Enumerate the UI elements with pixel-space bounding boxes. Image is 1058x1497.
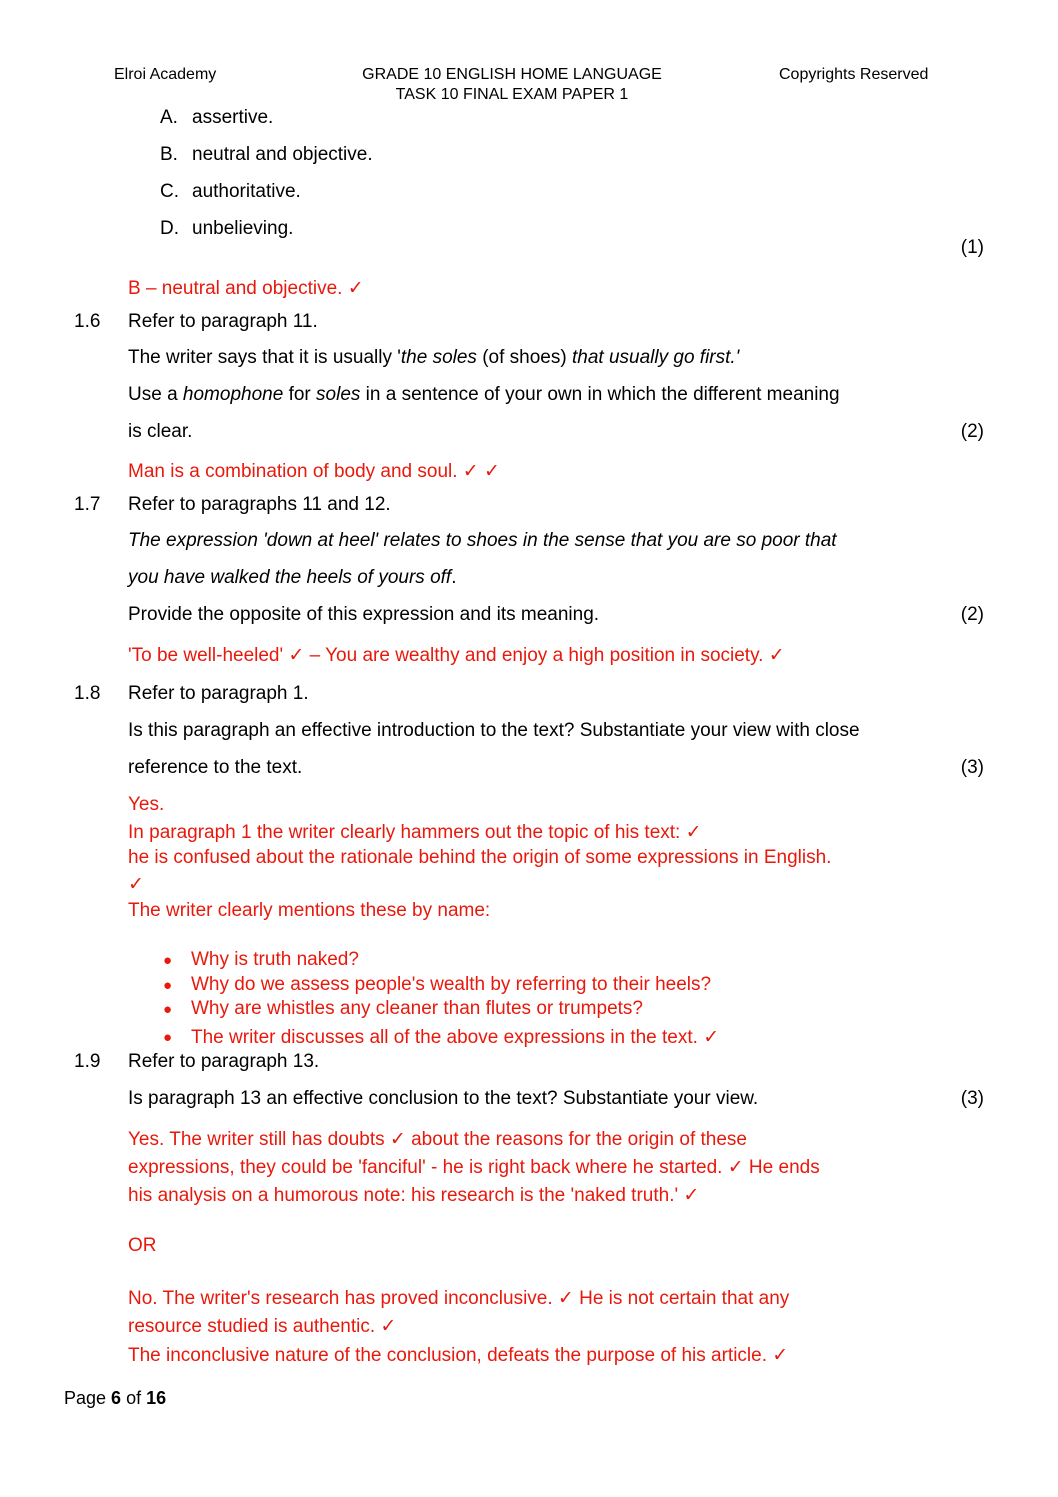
q18-reference: Refer to paragraph 1. <box>128 683 309 704</box>
q15-marks: (1) <box>960 237 984 258</box>
q18-answer-line2: In paragraph 1 the writer clearly hammers out the topic of his text: ✓ <box>128 822 702 843</box>
q19-number: 1.9 <box>74 1051 101 1072</box>
bullet-icon: ● <box>163 1001 173 1018</box>
q17-statement: The expression 'down at heel' relates to shoes in the sense that you are so poor that <box>128 530 837 551</box>
q16-answer: Man is a combination of body and soul. ✓ ✓ <box>128 461 500 482</box>
q17-marks: (2) <box>960 604 984 625</box>
option-letter-c: C. <box>160 181 179 202</box>
bullet-icon: ● <box>163 1029 173 1046</box>
list-item: Why is truth naked? <box>191 949 359 970</box>
q18-question-cont: reference to the text. <box>128 757 303 778</box>
q18-question: Is this paragraph an effective introduction to the text? Substantiate your view with close <box>128 720 860 741</box>
q17-number: 1.7 <box>74 494 101 515</box>
bullet-icon: ● <box>163 952 173 969</box>
q19-answer-line2: expressions, they could be 'fanciful' - he is right back where he started. ✓ He ends <box>128 1157 820 1178</box>
header-subtitle: TASK 10 FINAL EXAM PAPER 1 <box>395 86 629 103</box>
page-number: Page 6 of 16 <box>64 1388 167 1408</box>
q18-answer-line4: ✓ <box>128 874 144 895</box>
q19-answer-line1: Yes. The writer still has doubts ✓ about the reasons for the origin of these <box>128 1129 747 1150</box>
header-school: Elroi Academy <box>114 66 217 83</box>
header-title: GRADE 10 ENGLISH HOME LANGUAGE <box>362 66 662 83</box>
q18-answer-line3: he is confused about the rationale behind the origin of some expressions in English. <box>128 847 832 868</box>
q18-answer-line1: Yes. <box>128 794 165 815</box>
option-letter-a: A. <box>160 107 178 128</box>
q16-reference: Refer to paragraph 11. <box>128 311 318 332</box>
q16-number: 1.6 <box>74 311 101 332</box>
q16-instruction-cont: is clear. <box>128 421 193 442</box>
option-text-a: assertive. <box>192 107 274 128</box>
q19-answer-line4: No. The writer's research has proved inconclusive. ✓ He is not certain that any <box>128 1288 790 1309</box>
list-item: The writer discusses all of the above expressions in the text. ✓ <box>191 1027 720 1048</box>
option-letter-b: B. <box>160 144 178 165</box>
q17-instruction: Provide the opposite of this expression and its meaning. <box>128 604 600 625</box>
q19-answer-line6: The inconclusive nature of the conclusion, defeats the purpose of his article. ✓ <box>128 1345 789 1366</box>
option-text-b: neutral and objective. <box>192 144 373 165</box>
list-item: Why are whistles any cleaner than flutes or trumpets? <box>191 998 643 1019</box>
q19-reference: Refer to paragraph 13. <box>128 1051 320 1072</box>
q19-answer-line3: his analysis on a humorous note: his research is the 'naked truth.' ✓ <box>128 1185 700 1206</box>
q19-marks: (3) <box>960 1088 984 1109</box>
option-text-d: unbelieving. <box>192 218 294 239</box>
q17-statement-cont: you have walked the heels of yours off. <box>128 567 457 588</box>
q16-statement: The writer says that it is usually 'the soles (of shoes) that usually go first.' <box>128 347 740 368</box>
option-letter-d: D. <box>160 218 179 239</box>
q16-instruction: Use a homophone for soles in a sentence of your own in which the different meaning <box>128 384 840 405</box>
q19-question: Is paragraph 13 an effective conclusion to the text? Substantiate your view. <box>128 1088 759 1109</box>
list-item: Why do we assess people's wealth by referring to their heels? <box>191 974 712 995</box>
q17-reference: Refer to paragraphs 11 and 12. <box>128 494 391 515</box>
q15-answer: B – neutral and objective. ✓ <box>128 278 364 299</box>
q17-answer: 'To be well-heeled' ✓ – You are wealthy and enjoy a high position in society. ✓ <box>128 645 785 666</box>
option-text-c: authoritative. <box>192 181 301 202</box>
q16-marks: (2) <box>960 421 984 442</box>
q19-answer-line5: resource studied is authentic. ✓ <box>128 1316 397 1337</box>
q19-or: OR <box>128 1235 157 1256</box>
header-copyright: Copyrights Reserved <box>779 66 929 83</box>
q18-marks: (3) <box>960 757 984 778</box>
bullet-icon: ● <box>163 977 173 994</box>
q18-answer-line5: The writer clearly mentions these by name: <box>128 900 491 921</box>
q18-number: 1.8 <box>74 683 101 704</box>
